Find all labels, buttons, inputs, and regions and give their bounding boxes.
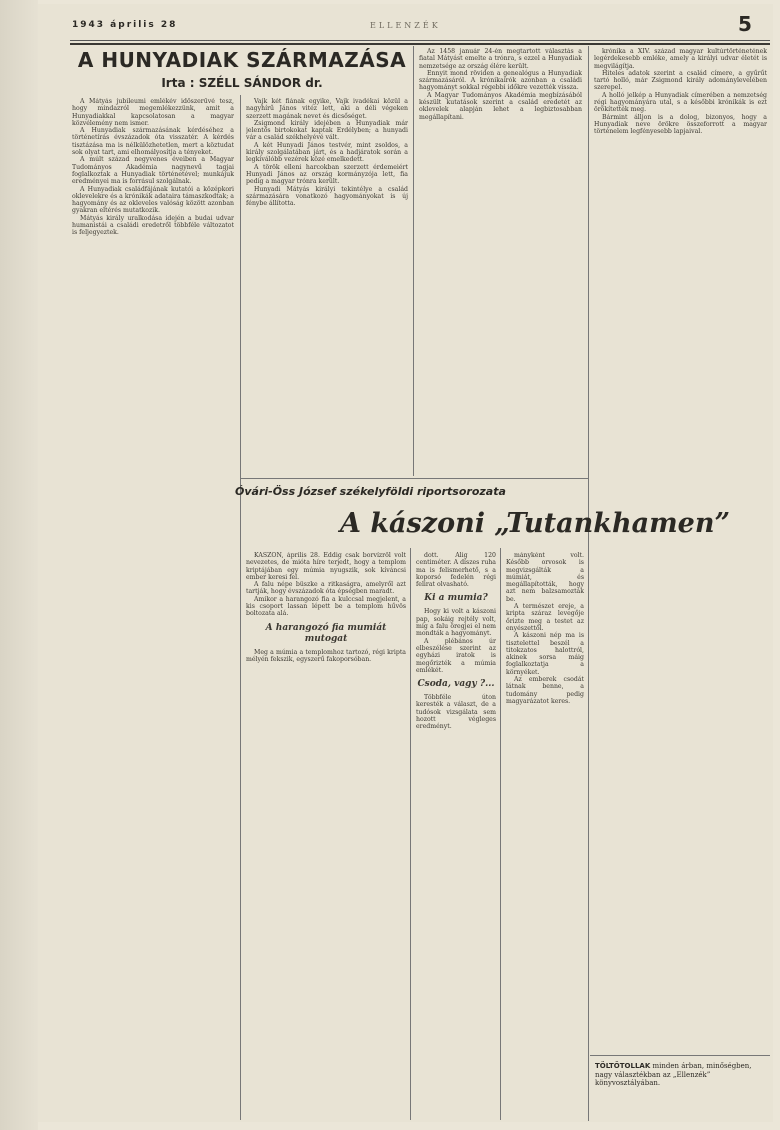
paragraph: mányként volt. Később orvosok is megvizsgálták a múmiát, és megállapították, hogy azt nem balzsamozták be.	[506, 552, 584, 603]
main-article-column-2	[246, 98, 408, 476]
paragraph: A Hunyadiak családfájának kutatói a középkori oklevelekre és a krónikák adataira támaszkodtak; a hagyomány és az okleveles valóság között azonban gyakran eltérés mutatkozik.	[72, 185, 234, 215]
column-divider	[240, 95, 241, 1120]
paragraph: Többféle úton keresték a választ, de a tudósok vizsgálata sem hozott végleges eredményt.	[416, 694, 496, 731]
paragraph: A Mátyás jubileumi emlékév időszerűvé tesz, hogy mindazról megemlékezzünk, amit a Hunyadiakkal kapcsolatosan a magyar közvélemény nem ismer.	[72, 98, 234, 127]
paragraph: Mátyás király uralkodása idején a budai udvar humanistái a családi eredetről többféle változatot is feljegyeztek.	[72, 214, 234, 237]
article-byline: Irta : SZÉLL SÁNDOR dr.	[161, 76, 323, 90]
feature-column-1	[246, 552, 406, 1118]
ad-text: minden árban, minőségben, nagy választékban az „Ellenzék” könyvosztályában.	[595, 1062, 752, 1087]
article-title: A HUNYADIAK SZÁRMAZÁSA	[77, 48, 407, 72]
paragraph: A természet ereje, a kripta száraz levegője őrizte meg a testet az enyészettől.	[506, 603, 584, 632]
page-header	[70, 12, 770, 36]
header-rule	[70, 40, 770, 41]
page-number: 5	[738, 12, 752, 36]
header-rule-thick	[70, 43, 770, 45]
page-left-margin	[0, 0, 38, 1130]
paragraph: Meg a múmia a templomhoz tartozó, régi kripta mélyén fekszik, egyszerű fakoporsóban.	[246, 648, 406, 663]
paragraph: Zsigmond király idejében a Hunyadiak már jelentős birtokokat kaptak Erdélyben; a hunyadi vár a család székhelyévé vált.	[246, 119, 408, 142]
paragraph: Az emberek csodát látnak benne, a tudomány pedig magyarázatot keres.	[506, 676, 584, 705]
paragraph: A kászoni nép ma is tisztelettel beszél a titokzatos halottról, akinek sorsa máig foglalkoztatja a környéket.	[506, 632, 584, 676]
paragraph: A falu népe büszke a ritkaságra, amelyről azt tartják, hogy évszázadok óta épségben maradt.	[246, 581, 406, 596]
series-heading: Óvári-Öss József székelyföldi riportsorozata	[235, 485, 506, 498]
ad-heading: TÖLTŐTOLLAK	[595, 1062, 651, 1070]
feature-column-3	[506, 552, 584, 1118]
paragraph: Hunyadi Mátyás királyi tekintélye a család származására vonatkozó hagyományokat is új fénybe állította.	[246, 185, 408, 208]
paragraph: krónika a XIV. század magyar kultúrtörténetének legérdekesebb emléke, amely a királyi udvar életét is megvilágítja.	[594, 48, 767, 70]
paragraph: Hogy ki volt a kászoni pap, sokáig rejtély volt, míg a falu öregjei el nem mondták a hagyományt.	[416, 608, 496, 638]
paragraph: Amikor a harangozó fia a kulccsal megjelent, a kis csoport lassan lépett be a templom hűvös boltozata alá.	[246, 595, 406, 618]
masthead: ELLENZÉK	[370, 21, 441, 30]
subheading: A harangozó fia mumiát mutogat	[265, 622, 387, 644]
subheading: Csoda, vagy ?...	[417, 679, 495, 690]
paragraph: dott. Alig 120 centiméter. A díszes ruha ma is felismerhető, s a koporsó fedelén régi felirat olvasható.	[416, 552, 496, 589]
paragraph: A múlt század negyvenes éveiben a Magyar Tudományos Akadémia nagynevű tagjai foglalkoztak a Hunyadiak történetével; munkájuk eredményei ma is forrásul szolgálnak.	[72, 156, 234, 186]
feature-title: A kászoni „Tutankhamen”	[340, 508, 731, 539]
column-divider	[410, 548, 411, 1120]
paragraph: A Magyar Tudományos Akadémia megbízásából készült kutatások szerint a család eredetét az oklevelek alapján lehet a legbiztosabban megállapítani.	[419, 91, 582, 121]
feature-column-2	[416, 552, 496, 1118]
main-article-column-1	[72, 98, 234, 1118]
paragraph: A török elleni harcokban szerzett érdemeiért Hunyadi János az ország kormányzója lett, fia pedig a magyar trónra került.	[246, 163, 408, 186]
paragraph: Az 1458 január 24-én megtartott választás a fiatal Mátyást emelte a trónra, s ezzel a Hunyadiak nemzetsége az ország élére került.	[419, 48, 582, 70]
main-article-column-3	[419, 48, 582, 476]
paragraph: A Hunyadiak származásának kérdéséhez a történetírás évszázadok óta visszatér. A kérdés tisztázása ma is nélkülözhetetlen, mert a köztudat sok olyat tart, ami elhomályosítja a tényeket.	[72, 127, 234, 157]
main-article-column-4	[594, 48, 767, 1050]
column-divider	[500, 548, 501, 1120]
paragraph: A holló jelkép a Hunyadiak címerében a nemzetség régi hagyományára utal, s a későbbi krónikák is ezt örökítették meg.	[594, 91, 767, 114]
paragraph: Bármint álljon is a dolog, bizonyos, hogy a Hunyadiak neve örökre összeforrott a magyar történelem legfényesebb lapjaival.	[594, 113, 767, 136]
subheading: Ki a mumia?	[424, 593, 488, 604]
paragraph: Vajk két fiának egyike, Vajk ivadékai közül a nagyhírű János vitéz lett, aki a déli végeken szerzett magának nevet és dicsőséget.	[246, 98, 408, 120]
paragraph: A két Hunyadi János testvér, mint zsoldos, a király szolgálatában járt, és a hadjáratok során a legkiválóbb vezérek közé emelkedett.	[246, 141, 408, 164]
column-divider	[588, 46, 589, 1121]
paragraph: Ennyit mond röviden a genealógus a Hunyadiak származásáról. A krónikaírók azonban a családi hagyományt sokkal régebbi időkre vezették vissza.	[419, 69, 582, 92]
column-divider	[413, 46, 414, 476]
section-divider	[240, 478, 588, 479]
issue-date: 1943 április 28	[72, 20, 178, 30]
paragraph: Hiteles adatok szerint a család címere, a gyűrűt tartó holló, már Zsigmond király adománylevelében szerepel.	[594, 69, 767, 92]
paragraph: A plébános úr elbeszélése szerint az egyházi iratok is megőrizték a múmia emlékét.	[416, 637, 496, 674]
ad-divider	[590, 1055, 770, 1056]
paragraph: KÁSZON, április 28. Eddig csak borvízről volt nevezetes, de mióta híre terjedt, hogy a templom kriptájában egy múmia nyugszik, sok kíváncsi ember keresi fel.	[246, 552, 406, 581]
advertisement	[595, 1062, 767, 1088]
